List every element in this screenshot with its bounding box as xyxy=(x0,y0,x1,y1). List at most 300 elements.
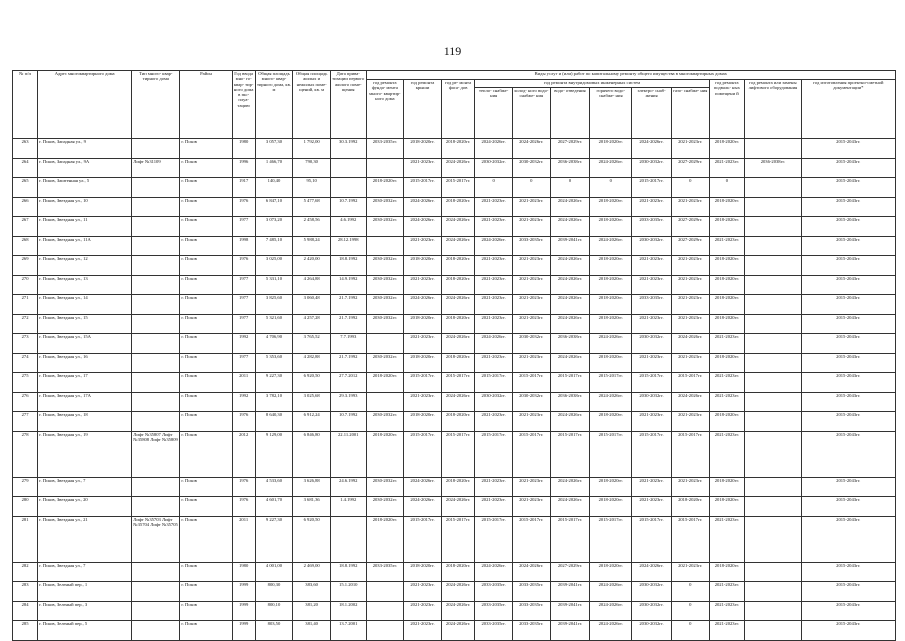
row-year: 1977 xyxy=(232,217,255,237)
row-repair-year xyxy=(745,256,801,276)
row-repair-year: 2021-2023гг. xyxy=(512,497,550,517)
row-repair-year xyxy=(745,314,801,334)
row-repair-year: 2018-2020гг. xyxy=(441,256,474,276)
row-repair-year: 2024-2026гг. xyxy=(512,139,550,159)
row-living-area: 6 912,24 xyxy=(293,412,331,432)
row-address: г. Псков, Звездная ул., 16 xyxy=(38,353,132,373)
row-type xyxy=(132,236,180,256)
row-repair-year: 2015-2017гг. xyxy=(512,516,550,562)
row-repair-year: 2024-2026гг. xyxy=(441,621,474,641)
row-repair-year: 2021-2023гг. xyxy=(475,295,513,315)
row-repair-year: 2030-2032гг. xyxy=(475,392,513,412)
row-repair-year: 2018-2020гг. xyxy=(366,373,404,393)
row-repair-year: 2018-2020гг. xyxy=(590,275,632,295)
row-total-area: 800,30 xyxy=(255,582,293,602)
row-address: г. Псков, Зеленый пер., 5 xyxy=(38,621,132,641)
row-total-area: 5 321,60 xyxy=(255,314,293,334)
row-repair-year: 2033-2035гг. xyxy=(366,139,404,159)
row-type xyxy=(132,295,180,315)
row-repair-year: 2024-2026гг. xyxy=(671,334,709,354)
row-repair-year xyxy=(745,236,801,256)
row-district: г. Псков xyxy=(180,314,232,334)
row-repair-year: 2024-2026гг. xyxy=(590,158,632,178)
row-repair-year: 2021-2023гг. xyxy=(632,197,672,217)
row-repair-year: 2018-2020гг. xyxy=(709,314,745,334)
row-privatization-date: 22.11.2001 xyxy=(330,431,366,477)
row-address: г. Псков, Звездная ул., 10 xyxy=(38,197,132,217)
row-repair-year: 2024-2026гг. xyxy=(475,139,513,159)
row-design-docs-year: 2015-2043гг. xyxy=(801,562,895,582)
row-design-docs-year: 2015-2043гг. xyxy=(801,621,895,641)
row-repair-year: 2018-2020гг. xyxy=(709,412,745,432)
row-living-area: 3 681,36 xyxy=(293,497,331,517)
row-repair-year: 2030-2032гг. xyxy=(366,477,404,497)
row-repair-year: 2018-2020гг. xyxy=(590,295,632,315)
row-type: Лифт №35703 Лифт №35704 Лифт №35705 xyxy=(132,516,180,562)
row-privatization-date xyxy=(330,178,366,198)
row-design-docs-year: 2015-2043гг. xyxy=(801,373,895,393)
row-address: г. Псков, Зеленый пер., 3 xyxy=(38,601,132,621)
row-repair-year: 2021-2023гг. xyxy=(404,601,442,621)
row-repair-year: 2024-2026гг. xyxy=(632,562,672,582)
row-repair-year: 2015-2017гг. xyxy=(441,373,474,393)
row-repair-year: 2030-2032гг. xyxy=(632,392,672,412)
row-design-docs-year: 2015-2043гг. xyxy=(801,582,895,602)
row-district: г. Псков xyxy=(180,582,232,602)
row-number: 282 xyxy=(13,562,38,582)
row-repair-year xyxy=(745,516,801,562)
row-district: г. Псков xyxy=(180,477,232,497)
row-privatization-date: 18.8.1992 xyxy=(330,562,366,582)
row-design-docs-year: 2015-2043гг. xyxy=(801,139,895,159)
row-repair-year: 2018-2020гг. xyxy=(590,477,632,497)
row-number: 285 xyxy=(13,621,38,641)
table-row xyxy=(13,197,896,217)
row-address: г. Псков, Западная ул., 9 xyxy=(38,139,132,159)
row-total-area: 4 533,60 xyxy=(255,477,293,497)
row-repair-year: 2021-2023гг. xyxy=(671,477,709,497)
row-repair-year: 2021-2023гг. xyxy=(512,353,550,373)
table-row xyxy=(13,353,896,373)
row-repair-year xyxy=(745,601,801,621)
row-number: 281 xyxy=(13,516,38,562)
row-repair-year: 2015-2017гг. xyxy=(441,516,474,562)
row-district: г. Псков xyxy=(180,392,232,412)
row-repair-year xyxy=(745,275,801,295)
table-row xyxy=(13,236,896,256)
row-repair-year: 2030-2032гг. xyxy=(366,256,404,276)
row-repair-year: 2021-2023гг. xyxy=(632,314,672,334)
row-repair-year: 2024-2026гг. xyxy=(441,392,474,412)
row-repair-year: 2024-2026гг. xyxy=(550,497,590,517)
row-repair-year: 2024-2026гг. xyxy=(590,334,632,354)
row-repair-year: 2030-2032гг. xyxy=(366,353,404,373)
table-row xyxy=(13,158,896,178)
row-repair-year: 2030-2032гг. xyxy=(366,275,404,295)
row-number: 271 xyxy=(13,295,38,315)
table-row xyxy=(13,431,896,477)
row-repair-year: 2024-2026гг. xyxy=(550,256,590,276)
row-repair-year: 2021-2023гг. xyxy=(671,353,709,373)
row-privatization-date: 18.1.2002 xyxy=(330,601,366,621)
row-repair-year: 2021-2023гг. xyxy=(632,412,672,432)
row-privatization-date: 7.7.1993 xyxy=(330,334,366,354)
row-type xyxy=(132,139,180,159)
row-repair-year: 2024-2026гг. xyxy=(550,295,590,315)
row-repair-year: 2021-2023гг. xyxy=(404,158,442,178)
row-privatization-date: 21.7.1992 xyxy=(330,353,366,373)
row-type xyxy=(132,477,180,497)
row-repair-year xyxy=(366,621,404,641)
row-repair-year: 2018-2020гг. xyxy=(590,497,632,517)
row-living-area: 6 920,50 xyxy=(293,373,331,393)
row-district: г. Псков xyxy=(180,256,232,276)
row-living-area: 381,40 xyxy=(293,621,331,641)
row-repair-year: 2015-2017гг. xyxy=(632,431,672,477)
row-repair-year: 2015-2017гг. xyxy=(671,516,709,562)
row-total-area: 3 025,00 xyxy=(255,256,293,276)
row-year: 1976 xyxy=(232,412,255,432)
row-design-docs-year: 2015-2043гг. xyxy=(801,236,895,256)
col-water-cold: холод- ного водо- снабже- ния xyxy=(512,88,550,139)
row-repair-year: 2018-2020гг. xyxy=(441,197,474,217)
row-repair-year xyxy=(745,353,801,373)
row-repair-year: 2024-2026гг. xyxy=(404,497,442,517)
row-repair-year: 2018-2020гг. xyxy=(709,562,745,582)
row-living-area: 790,30 xyxy=(293,158,331,178)
engineering-group-header: год ремонта внутридомовых инженерных систем xyxy=(475,80,709,88)
row-repair-year: 2024-2026гг. xyxy=(404,197,442,217)
row-repair-year: 2021-2023гг. xyxy=(475,353,513,373)
table-row xyxy=(13,392,896,412)
row-district: г. Псков xyxy=(180,431,232,477)
row-total-area: 1 466,70 xyxy=(255,158,293,178)
row-design-docs-year: 2015-2043гг. xyxy=(801,158,895,178)
row-number: 270 xyxy=(13,275,38,295)
row-total-area: 140,40 xyxy=(255,178,293,198)
row-address: г. Псков, Звездная ул., 12 xyxy=(38,256,132,276)
row-repair-year: 2021-2023гг. xyxy=(512,217,550,237)
row-repair-year: 2021-2023гг. xyxy=(671,275,709,295)
row-number: 280 xyxy=(13,497,38,517)
row-repair-year: 2030-2032гг. xyxy=(366,197,404,217)
row-address: г. Псков, Зеленый пер., 1 xyxy=(38,582,132,602)
row-total-area: 7 485,10 xyxy=(255,236,293,256)
row-repair-year: 2021-2023гг. xyxy=(404,275,442,295)
row-year: 1996 xyxy=(232,158,255,178)
row-repair-year: 2033-2035гг. xyxy=(512,582,550,602)
row-repair-year: 2030-2032гг. xyxy=(632,601,672,621)
row-repair-year: 2018-2020гг. xyxy=(590,353,632,373)
row-repair-year xyxy=(745,373,801,393)
row-repair-year: 2030-2032гг. xyxy=(366,217,404,237)
row-type xyxy=(132,275,180,295)
row-repair-year: 2021-2023гг. xyxy=(512,197,550,217)
row-type: Лифт №31109 xyxy=(132,158,180,178)
row-year: 1980 xyxy=(232,139,255,159)
row-repair-year: 2015-2017гг. xyxy=(550,516,590,562)
row-repair-year: 2021-2023гг. xyxy=(671,295,709,315)
row-repair-year: 2021-2023гг. xyxy=(671,256,709,276)
row-type xyxy=(132,601,180,621)
row-repair-year: 2021-2023гг. xyxy=(512,412,550,432)
row-repair-year: 2027-2029гг. xyxy=(671,158,709,178)
row-repair-year: 2021-2023гг. xyxy=(512,295,550,315)
col-design-docs: год изготовления проектно-сметной документации* xyxy=(801,80,895,139)
row-address: г. Псков, Звездная ул., 15 xyxy=(38,314,132,334)
row-repair-year: 2024-2026гг. xyxy=(550,217,590,237)
row-repair-year: 0 xyxy=(475,178,513,198)
row-repair-year: 2039-2041гг. xyxy=(550,582,590,602)
col-living-area: Общая площадь жилых и нежилых поме- щений, кв. м xyxy=(293,71,331,139)
row-year: 1999 xyxy=(232,621,255,641)
row-address: г. Псков, Звездная ул., 15А xyxy=(38,334,132,354)
row-living-area: 3 025,68 xyxy=(293,392,331,412)
row-repair-year: 2024-2026гг. xyxy=(590,392,632,412)
row-repair-year: 2024-2026гг. xyxy=(671,392,709,412)
row-design-docs-year: 2015-2043гг. xyxy=(801,178,895,198)
row-repair-year xyxy=(745,621,801,641)
row-total-area: 4 706,90 xyxy=(255,334,293,354)
row-design-docs-year: 2015-2043гг. xyxy=(801,431,895,477)
row-year: 2012 xyxy=(232,431,255,477)
row-repair-year: 2015-2017гг. xyxy=(671,431,709,477)
row-year: 1998 xyxy=(232,236,255,256)
row-design-docs-year: 2015-2043гг. xyxy=(801,256,895,276)
row-number: 283 xyxy=(13,582,38,602)
row-repair-year: 2015-2017гг. xyxy=(632,373,672,393)
row-design-docs-year: 2015-2043гг. xyxy=(801,477,895,497)
row-repair-year xyxy=(745,582,801,602)
row-repair-year: 2024-2026гг. xyxy=(590,236,632,256)
row-repair-year: 2024-2026гг. xyxy=(441,334,474,354)
row-year: 1976 xyxy=(232,497,255,517)
row-living-area: 3 060,48 xyxy=(293,295,331,315)
row-repair-year: 2018-2020гг. xyxy=(709,275,745,295)
row-repair-year: 2021-2023гг. xyxy=(404,582,442,602)
row-repair-year: 2021-2023гг. xyxy=(475,197,513,217)
row-year: 1999 xyxy=(232,582,255,602)
col-total-area: Общая площадь много- квар- тирного дома, кв. м xyxy=(255,71,293,139)
row-repair-year: 2021-2023гг. xyxy=(671,197,709,217)
row-year: 1976 xyxy=(232,477,255,497)
row-repair-year: 2024-2026гг. xyxy=(441,497,474,517)
row-design-docs-year: 2015-2043гг. xyxy=(801,497,895,517)
row-privatization-date: 27.7.2012 xyxy=(330,373,366,393)
row-year: 1977 xyxy=(232,353,255,373)
row-design-docs-year: 2015-2043гг. xyxy=(801,197,895,217)
row-privatization-date: 14.9.1992 xyxy=(330,275,366,295)
row-repair-year xyxy=(366,334,404,354)
row-number: 263 xyxy=(13,139,38,159)
row-address: г. Псков, Звездная ул., 7 xyxy=(38,562,132,582)
row-repair-year: 2018-2020гг. xyxy=(441,562,474,582)
row-repair-year: 2021-2023гг. xyxy=(475,412,513,432)
row-district: г. Псков xyxy=(180,275,232,295)
row-repair-year: 2021-2023гг. xyxy=(709,236,745,256)
row-repair-year: 2018-2020гг. xyxy=(709,197,745,217)
row-repair-year: 2024-2026гг. xyxy=(404,477,442,497)
row-design-docs-year: 2015-2043гг. xyxy=(801,412,895,432)
repair-schedule-table xyxy=(12,70,896,641)
row-repair-year: 2021-2023гг. xyxy=(404,621,442,641)
row-year: 1976 xyxy=(232,197,255,217)
row-repair-year xyxy=(745,217,801,237)
row-repair-year: 2024-2026гг. xyxy=(550,197,590,217)
row-number: 268 xyxy=(13,236,38,256)
row-repair-year: 2021-2023гг. xyxy=(709,158,745,178)
row-address: г. Псков, Звездная ул., 17А xyxy=(38,392,132,412)
row-total-area: 5 331,10 xyxy=(255,275,293,295)
row-district: г. Псков xyxy=(180,497,232,517)
row-year: 2011 xyxy=(232,373,255,393)
col-type: Тип много- квар- тирного дома xyxy=(132,71,180,139)
row-privatization-date xyxy=(330,158,366,178)
row-repair-year: 2021-2023гг. xyxy=(475,217,513,237)
row-repair-year: 2021-2023гг. xyxy=(709,621,745,641)
row-repair-year: 2018-2020гг. xyxy=(441,477,474,497)
row-living-area: 1 792,00 xyxy=(293,139,331,159)
table-row xyxy=(13,582,896,602)
row-repair-year: 2021-2023гг. xyxy=(709,392,745,412)
row-repair-year: 2024-2026гг. xyxy=(550,477,590,497)
row-repair-year: 0 xyxy=(671,601,709,621)
row-repair-year xyxy=(366,601,404,621)
row-repair-year: 0 xyxy=(550,178,590,198)
col-heat: тепло- снабже- ния xyxy=(475,88,513,139)
row-repair-year: 2018-2020гг. xyxy=(709,295,745,315)
row-year: 1992 xyxy=(232,334,255,354)
row-repair-year: 2033-2035гг. xyxy=(475,601,513,621)
table-row xyxy=(13,334,896,354)
row-repair-year: 2018-2020гг. xyxy=(709,497,745,517)
row-privatization-date: 15.1.2010 xyxy=(330,582,366,602)
row-repair-year: 2033-2035гг. xyxy=(366,562,404,582)
col-elevator: год ремонта или замены лифтового оборудования xyxy=(745,80,801,139)
col-sewer: водо- отведения xyxy=(550,88,590,139)
row-repair-year: 2015-2017гг. xyxy=(590,516,632,562)
row-repair-year: 2021-2023гг. xyxy=(671,562,709,582)
row-living-area: 5 988,24 xyxy=(293,236,331,256)
table-body xyxy=(13,139,896,641)
row-privatization-date: 18.8.1992 xyxy=(330,256,366,276)
row-repair-year: 2018-2020гг. xyxy=(709,139,745,159)
row-repair-year: 2021-2023гг. xyxy=(632,477,672,497)
row-repair-year: 2030-2032гг. xyxy=(366,295,404,315)
row-repair-year: 2024-2026гг. xyxy=(550,353,590,373)
row-repair-year xyxy=(366,236,404,256)
row-repair-year: 2018-2020гг. xyxy=(404,314,442,334)
table-row xyxy=(13,412,896,432)
row-repair-year: 2033-2035гг. xyxy=(512,621,550,641)
row-address: г. Псков, Звездная ул., 20 xyxy=(38,497,132,517)
row-number: 277 xyxy=(13,412,38,432)
row-repair-year: 2021-2023гг. xyxy=(404,236,442,256)
row-privatization-date: 10.7.1992 xyxy=(330,197,366,217)
row-address: г. Псков, Звездная ул., 11 xyxy=(38,217,132,237)
row-repair-year: 2015-2017гг. xyxy=(590,431,632,477)
row-repair-year: 2015-2017гг. xyxy=(441,178,474,198)
row-repair-year: 2030-2032гг. xyxy=(632,158,672,178)
row-repair-year: 2030-2032гг. xyxy=(475,158,513,178)
row-address: г. Псков, Звездная ул., 7 xyxy=(38,477,132,497)
row-year: 1917 xyxy=(232,178,255,198)
row-district: г. Псков xyxy=(180,334,232,354)
row-repair-year xyxy=(366,582,404,602)
row-repair-year: 2018-2020гг. xyxy=(709,256,745,276)
row-living-area: 4 264,88 xyxy=(293,275,331,295)
row-year: 2011 xyxy=(232,516,255,562)
row-repair-year: 2018-2020гг. xyxy=(441,353,474,373)
row-type xyxy=(132,314,180,334)
row-repair-year: 2027-2029гг. xyxy=(550,139,590,159)
row-privatization-date: 29.3.1993 xyxy=(330,392,366,412)
row-repair-year: 2024-2026гг. xyxy=(441,236,474,256)
row-number: 274 xyxy=(13,353,38,373)
row-address: г. Псков, Звездная ул., 13 xyxy=(38,275,132,295)
table-row xyxy=(13,295,896,315)
row-type xyxy=(132,197,180,217)
row-repair-year: 2021-2023гг. xyxy=(512,256,550,276)
row-privatization-date: 1.4.1992 xyxy=(330,497,366,517)
table-row xyxy=(13,275,896,295)
row-repair-year: 2018-2020гг. xyxy=(709,353,745,373)
row-repair-year: 2030-2032гг. xyxy=(512,392,550,412)
row-repair-year: 2015-2017гг. xyxy=(671,373,709,393)
row-repair-year: 2033-2035гг. xyxy=(475,621,513,641)
row-privatization-date: 24.6.1992 xyxy=(330,477,366,497)
row-living-area: 6 846,80 xyxy=(293,431,331,477)
row-privatization-date: 28.12.1998 xyxy=(330,236,366,256)
table-row xyxy=(13,562,896,582)
row-repair-year: 2030-2032гг. xyxy=(632,621,672,641)
row-repair-year xyxy=(745,562,801,582)
row-total-area: 3 825,60 xyxy=(255,295,293,315)
row-type xyxy=(132,353,180,373)
row-living-area: 2 469,00 xyxy=(293,562,331,582)
row-repair-year: 2024-2026гг. xyxy=(441,217,474,237)
table-row xyxy=(13,217,896,237)
col-num: № п/п xyxy=(13,71,38,139)
row-repair-year: 2021-2023гг. xyxy=(475,256,513,276)
row-address: г. Псков, Заштенная ул., 5 xyxy=(38,178,132,198)
row-repair-year: 2024-2026гг. xyxy=(441,295,474,315)
row-living-area: 5 477,68 xyxy=(293,197,331,217)
row-repair-year: 2018-2020гг. xyxy=(441,412,474,432)
row-district: г. Псков xyxy=(180,217,232,237)
row-type xyxy=(132,562,180,582)
row-total-area: 800,10 xyxy=(255,601,293,621)
row-living-area: 3 765,52 xyxy=(293,334,331,354)
row-repair-year: 0 xyxy=(709,178,745,198)
row-district: г. Псков xyxy=(180,601,232,621)
row-repair-year: 2024-2026гг. xyxy=(475,562,513,582)
row-repair-year: 2027-2029гг. xyxy=(550,562,590,582)
row-repair-year: 2018-2020гг. xyxy=(441,139,474,159)
row-repair-year: 2015-2017гг. xyxy=(512,373,550,393)
row-design-docs-year: 2015-2043гг. xyxy=(801,392,895,412)
row-district: г. Псков xyxy=(180,236,232,256)
row-repair-year: 2024-2026гг. xyxy=(441,601,474,621)
row-repair-year: 2021-2023гг. xyxy=(709,516,745,562)
table-row xyxy=(13,477,896,497)
row-privatization-date: 4.6.1992 xyxy=(330,217,366,237)
row-repair-year: 2024-2026гг. xyxy=(550,275,590,295)
row-repair-year: 2018-2020гг. xyxy=(709,217,745,237)
row-number: 269 xyxy=(13,256,38,276)
row-repair-year xyxy=(366,392,404,412)
row-repair-year: 2018-2020гг. xyxy=(404,353,442,373)
